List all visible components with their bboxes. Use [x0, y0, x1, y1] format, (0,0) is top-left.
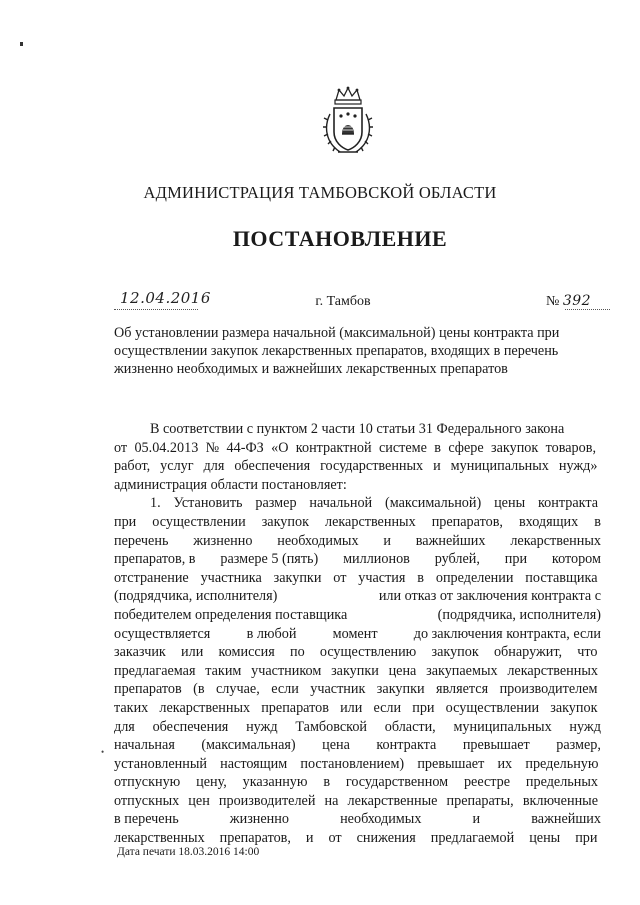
- body-line-segment: администрация области постановляет:: [114, 476, 347, 493]
- body-line-segment: начальная: [114, 737, 175, 754]
- subject-line: Об установлении размера начальной (максимальной) цены контракта при: [114, 325, 560, 341]
- body-line-segment: от 05.04.2013 № 44-ФЗ «О контрактной системе в сфере закупок товаров,: [114, 439, 596, 456]
- number-value: 392: [562, 293, 592, 309]
- tambov-coat-of-arms-icon: [320, 86, 376, 156]
- body-line-segment: котором: [551, 551, 601, 568]
- body-line: [114, 736, 601, 755]
- body-line-segment: рублей,: [434, 551, 480, 568]
- scan-mark: [20, 42, 23, 46]
- document-subject: [114, 324, 614, 378]
- body-line: [114, 587, 601, 606]
- body-line-segment: отпускную цену, указанную в государственном реестре предельных: [114, 774, 598, 791]
- body-line: [114, 643, 601, 662]
- body-line-segment: и: [472, 811, 481, 828]
- number-underline: [565, 309, 610, 310]
- body-line-segment: обеспечения: [152, 718, 229, 735]
- body-line: [114, 550, 601, 569]
- body-line-segment: необходимых: [277, 532, 359, 549]
- body-line-segment: закупок: [261, 513, 309, 530]
- body-line: [114, 680, 601, 699]
- body-line: [114, 457, 601, 476]
- body-line-segment: до заключения контракта, если: [413, 625, 601, 642]
- body-line-segment: победителем определения поставщика: [114, 606, 348, 623]
- number-prefix: №: [546, 294, 560, 309]
- body-line-segment: важнейших: [531, 811, 601, 828]
- body-line-segment: или отказ от заключения контракта с: [378, 588, 601, 605]
- body-line-segment: важнейших: [415, 532, 486, 549]
- body-line-segment: препаратов,: [431, 513, 503, 530]
- body-line-segment: (максимальная): [201, 737, 296, 754]
- body-line-segment: В соответствии с пунктом 2 части 10 статьи 31 Федерального закона: [150, 421, 565, 437]
- body-line-segment: таких лекарственных препаратов или если при осуществлении закупок: [114, 699, 598, 716]
- body-line-segment: осуществлении: [152, 513, 246, 530]
- body-line-segment: и: [383, 532, 391, 549]
- body-line-segment: установленный настоящим постановлением) превышает их предельную: [114, 755, 599, 772]
- body-line: [114, 718, 601, 737]
- body-line: [114, 439, 601, 458]
- body-line: [114, 606, 601, 625]
- body-line-segment: в любой: [246, 625, 297, 642]
- body-line: [114, 829, 601, 848]
- body-line-segment: в перечень: [114, 811, 179, 828]
- body-line-segment: отпускных цен производителей на лекарственные препараты, включенные: [114, 792, 598, 809]
- body-line-segment: при: [504, 551, 528, 568]
- city-name: г. Тамбов: [315, 294, 371, 309]
- body-line-segment: входящих: [518, 513, 579, 530]
- print-date: Дата печати 18.03.2016 14:00: [117, 846, 260, 858]
- document-number: [546, 293, 591, 310]
- body-line-segment: нужд: [246, 718, 278, 735]
- body-line-segment: для: [114, 718, 135, 735]
- body-line-segment: контракта: [376, 737, 437, 754]
- body-line-segment: предлагаемая таким участником закупки цена закупаемых лекарственных: [114, 662, 598, 679]
- body-line-segment: момент: [332, 625, 378, 642]
- body-line: [114, 513, 601, 532]
- body-line-segment: необходимых: [340, 811, 422, 828]
- body-line-segment: лекарственных: [510, 532, 601, 549]
- body-line-segment: лекарственных препаратов, и от снижения предлагаемой цены при: [114, 830, 598, 847]
- body-line-segment: муниципальных: [453, 718, 552, 735]
- subject-line: жизненно необходимых и важнейших лекарственных препаратов: [114, 361, 508, 377]
- body-line: [114, 699, 601, 718]
- body-line: [114, 810, 601, 829]
- body-line-segment: в: [594, 513, 601, 530]
- margin-mark: •: [101, 747, 105, 757]
- document-type-title: ПОСТАНОВЛЕНИЕ: [232, 226, 448, 251]
- body-line-segment: цена: [322, 737, 350, 754]
- body-line-segment: размер,: [556, 737, 601, 754]
- body-line-segment: размере 5 (пять): [220, 551, 319, 568]
- body-line: [114, 662, 601, 681]
- body-line-segment: жизненно: [193, 532, 253, 549]
- body-line: [114, 532, 601, 551]
- body-line: [114, 773, 601, 792]
- body-line-segment: (подрядчика, исполнителя): [114, 588, 278, 605]
- body-line-segment: осуществляется: [114, 625, 211, 642]
- body-line-segment: лекарственных: [325, 513, 416, 530]
- body-line-segment: превышает: [462, 737, 530, 754]
- body-line-segment: при: [114, 513, 137, 530]
- subject-line: осуществлении закупок лекарственных препаратов, входящих в перечень: [114, 343, 559, 359]
- body-line-segment: перечень: [114, 532, 169, 549]
- body-line: [114, 569, 601, 588]
- body-line-segment: 1. Установить размер начальной (максимальной) цены контракта: [150, 495, 598, 512]
- body-line: [114, 420, 601, 439]
- document-body: [114, 420, 601, 848]
- body-line: [114, 476, 601, 495]
- body-line-segment: Тамбовской: [295, 718, 367, 735]
- body-line-segment: области,: [384, 718, 436, 735]
- organization-name: АДМИНИСТРАЦИЯ ТАМБОВСКОЙ ОБЛАСТИ: [143, 183, 497, 202]
- body-line-segment: заказчик или комиссия по осуществлению закупок обнаружит, что: [114, 644, 598, 661]
- body-line-segment: миллионов: [343, 551, 410, 568]
- document-date: 12.04.2016: [120, 289, 211, 307]
- body-line-segment: работ, услуг для обеспечения государственных и муниципальных нужд»: [114, 458, 598, 475]
- body-line-segment: отстранение участника закупки от участия в определении поставщика: [114, 569, 598, 586]
- body-line: [114, 755, 601, 774]
- body-line-segment: препаратов (в случае, если участник закупки является производителем: [114, 681, 598, 698]
- body-line: [114, 625, 601, 644]
- body-line-segment: жизненно: [229, 811, 289, 828]
- body-line-segment: препаратов, в: [114, 551, 196, 568]
- body-line: [114, 792, 601, 811]
- body-line-segment: (подрядчика, исполнителя): [437, 606, 601, 623]
- body-line: [114, 494, 601, 513]
- body-line-segment: нужд: [569, 718, 601, 735]
